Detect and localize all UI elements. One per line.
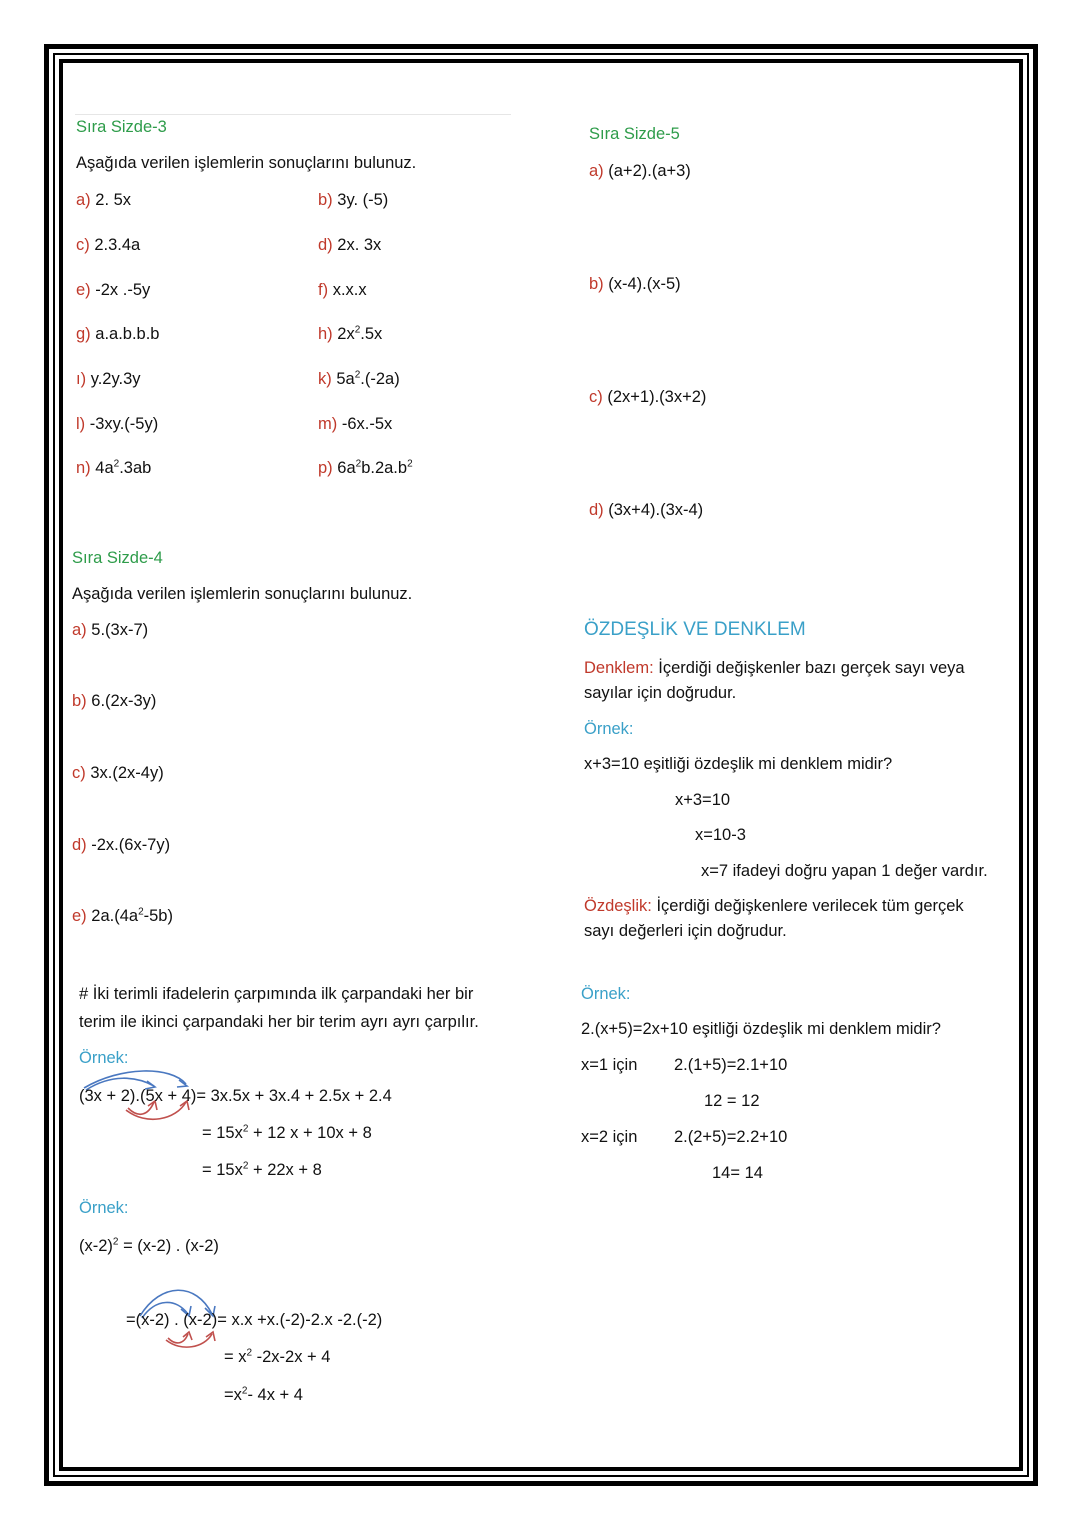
denklem-definition-line1: Denklem: İçerdiği değişkenler bazı gerçek sayı veya [584,659,965,677]
example2-line1: $(x-2)^2 = (x-2)$ . (x-2) [79,1236,219,1255]
ss3-item-c: c) 2.3.4a [76,236,141,254]
ss3-item-d: d) 2x. 3x [318,236,382,254]
ss3-item-n: n) $4a^2.3ab$ [76,458,152,477]
ss4-item-d: d) -2x.(6x-7y) [72,836,171,854]
question-1: x+3=10 eşitliği özdeşlik mi denklem midir? [584,755,893,773]
case-1-label: x=1 için [581,1056,638,1074]
ornek-label-2: Örnek: [581,985,631,1003]
ss3-item-g: g) a.a.b.b.b [76,325,160,343]
solution-step-3: x=7 ifadeyi doğru yapan 1 değer vardır. [701,862,988,880]
case-2-result: 14= 14 [712,1164,763,1182]
ss5-item-a: a) (a+2).(a+3) [589,162,691,180]
case-2-expression: 2.(2+5)=2.2+10 [674,1128,788,1146]
binomial-note-line1: # İki terimli ifadelerin çarpımında ilk çarpandaki her bir [79,985,474,1003]
denklem-definition-line2: sayılar için doğrudur. [584,684,737,702]
ss3-item-e: e) -2x .-5y [76,281,151,299]
section-heading: ÖZDEŞLİK VE DENKLEM [584,619,806,640]
arrow-red-outer [166,1334,212,1347]
ss5-item-d: d) (3x+4).(3x-4) [589,501,704,519]
ss3-item-b: b) 3y. (-5) [318,191,389,209]
ss3-item-m: m) -6x.-5x [318,415,393,433]
example1-label: Örnek: [79,1049,129,1067]
case-2-label: x=2 için [581,1128,638,1146]
example1-line2: = $15x^2 + 12$ x + 10x + 8 [202,1123,372,1142]
example1-line3: = $15x^2 + 22x + 8$ [202,1160,322,1179]
ss4-item-e: e) $2a.(4a^2-5b)$ [72,906,173,925]
binomial-note-line2: terim ile ikinci çarpandaki her bir terim ayrı ayrı çarpılır. [79,1013,479,1031]
ss4-title: Sıra Sizde-4 [72,549,163,567]
example1-line1: (3x + 2).(5x + 4)= 3x.5x + 3x.4 + 2.5x + 2.4 [79,1087,392,1105]
ss4-instruction: Aşağıda verilen işlemlerin sonuçlarını bulunuz. [72,585,413,603]
ss3-item-k: k) $5a^2.(-2a)$ [318,369,400,388]
ss3-title: Sıra Sizde-3 [76,118,167,136]
example2-line2: =(x-2) . (x-2)= x.x +x.(-2)-2.x -2.(-2) [126,1311,383,1329]
ss5-item-c: c) (2x+1).(3x+2) [589,388,707,406]
header-rule [75,114,511,115]
ss3-item-h: h) $2x^2.5x$ [318,324,383,343]
ss3-item-l: l) -3xy.(-5y) [76,415,159,433]
case-1-result: 12 = 12 [704,1092,760,1110]
ss3-instruction: Aşağıda verilen işlemlerin sonuçlarını bulunuz. [76,154,417,172]
ss3-item-i: ı) y.2y.3y [76,370,141,388]
ss3-item-f: f) x.x.x [318,281,367,299]
ss5-item-b: b) (x-4).(x-5) [589,275,681,293]
case-1-expression: 2.(1+5)=2.1+10 [674,1056,788,1074]
example2-label: Örnek: [79,1199,129,1217]
ss4-item-b: b) 6.(2x-3y) [72,692,157,710]
ozdeslik-definition-line2: sayı değerleri için doğrudur. [584,922,787,940]
example2-line3: = $x^2$ -2x-2x + 4 [224,1347,331,1366]
ss3-item-p: p) $6a^2b.2a.b^2$ [318,458,413,477]
example2-line4: $=x^2-$ 4x + 4 [224,1385,303,1404]
solution-step-1: x+3=10 [675,791,731,809]
question-2: 2.(x+5)=2x+10 eşitliği özdeşlik mi denklem midir? [581,1020,941,1038]
ss4-item-a: a) 5.(3x-7) [72,621,149,639]
ozdeslik-definition-line1: Özdeşlik: İçerdiği değişkenlere verilecek tüm gerçek [584,897,964,915]
solution-step-2: x=10-3 [695,826,746,844]
ornek-label-1: Örnek: [584,720,634,738]
ss5-title: Sıra Sizde-5 [589,125,680,143]
ss3-item-a: a) 2. 5x [76,191,132,209]
ss4-item-c: c) 3x.(2x-4y) [72,764,164,782]
